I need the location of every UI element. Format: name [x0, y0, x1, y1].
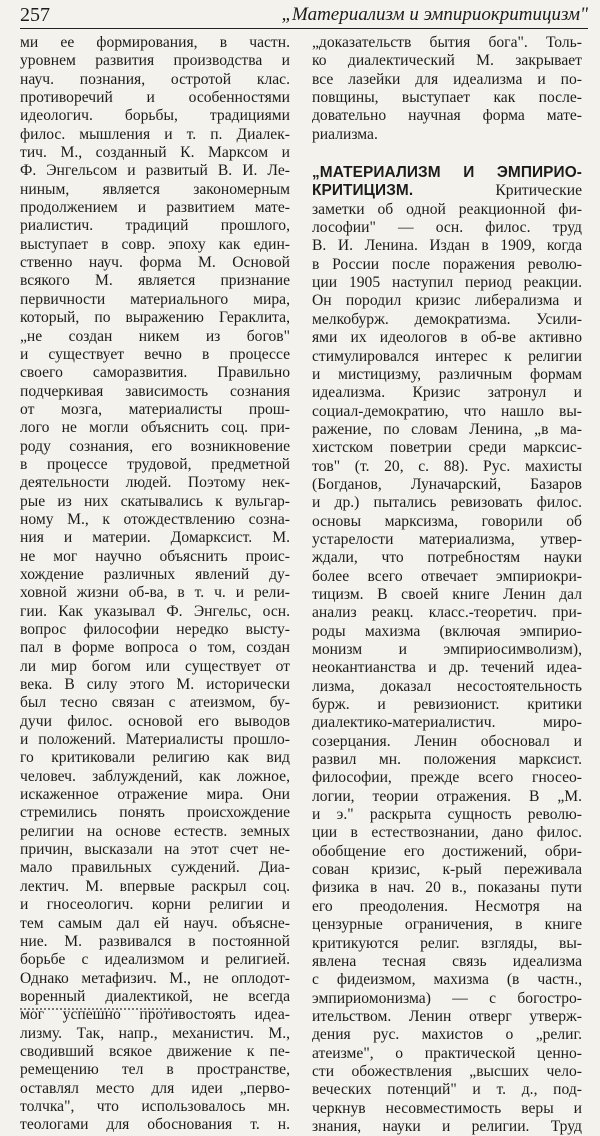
text-line: ждали, что потребностям науки [312, 549, 582, 567]
text-line: цензурные ограничения, в книге [312, 916, 582, 934]
text-line: ремещению тел в пространстве, [20, 1061, 290, 1079]
text-line: ями их идеологов в об-ве активно [312, 329, 582, 347]
text-line: философии, прежде всего гносео- [312, 769, 582, 787]
text-line: сован кризис, к-рый переживала [312, 861, 582, 879]
text-line: и положений. Материалисты прошло- [20, 731, 290, 749]
text-line: выступает в совр. эпоху как един- [20, 235, 290, 253]
text-line: и существует вечно в процессе [20, 345, 290, 363]
text-line: всякого М. является признание [20, 272, 290, 290]
text-line: рые из них скатывались к вульгар- [20, 492, 290, 510]
text-line: продолжением и развитием мате- [20, 199, 290, 217]
text-line: тем самым дал ей науч. объясне- [20, 914, 290, 932]
text-line: риалистич. традиций прошлого, [20, 217, 290, 235]
text-line: черкнув несовместимость веры и [312, 1099, 582, 1117]
text-line: лектич. М. впервые раскрыл соц. [20, 877, 290, 895]
text-line: повщины, выступает как после- [312, 89, 582, 107]
text-line: ния и материи. Домарксист. М. [20, 529, 290, 547]
text-line: с фидеизмом, махизма (в частн., [312, 971, 582, 989]
text-line: хистском поветрии среди марксис- [312, 439, 582, 457]
entry-title-line2 [312, 182, 582, 200]
text-line: дения рус. махистов о „религ. [312, 1026, 582, 1044]
text-line: науч. познания, остротой клас. [20, 70, 290, 88]
text-line: гии. Как указывал Ф. Энгельс, осн. [20, 602, 290, 620]
text-line: диалектико-материалистич. миро- [312, 714, 582, 732]
text-line: тов" (т. 20, с. 88). Рус. махисты [312, 457, 582, 475]
text-line: заметки об одной реакционной фи- [312, 200, 582, 218]
text-line: „не создан никем из богов" [20, 327, 290, 345]
right-column [312, 34, 582, 1136]
text-line: явлена тесная связь идеализма [312, 952, 582, 970]
text-line: в процессе трудовой, предметной [20, 455, 290, 473]
text-line: пал в форме вопроса о том, создан [20, 639, 290, 657]
text-line: бурж. и ревизионист. критики [312, 696, 582, 714]
right-column-intro [312, 34, 582, 144]
text-line: Ф. Энгельсом и развитый В. И. Ле- [20, 162, 290, 180]
text-line: ми ее формирования, в частн. [20, 34, 290, 51]
text-line: лизму. Так, напр., механистич. М., [20, 1024, 290, 1042]
text-line: довательно научная форма мате- [312, 107, 582, 125]
text-line: Он породил кризис либерализма и [312, 292, 582, 310]
text-line: искаженное отражение мира. Они [20, 786, 290, 804]
text-line: анализ реакц. класс.-теоретич. при- [312, 604, 582, 622]
text-line: лого не могли объяснить соц. при- [20, 419, 290, 437]
text-line: критикуются религ. взгляды, вы- [312, 934, 582, 952]
text-line: уровнем развития производства и [20, 52, 290, 70]
text-line: мелкобурж. демократизма. Усили- [312, 310, 582, 328]
text-line: причин, высказали на этот счет не- [20, 841, 290, 859]
text-line: который, по выражению Гераклита, [20, 309, 290, 327]
text-line: человеч. заблуждений, как ложное, [20, 767, 290, 785]
text-line: толчка", что использовалось мн. [20, 1097, 290, 1115]
text-line: ственно науч. форма М. Основой [20, 254, 290, 272]
running-title: „Материализм и эмпириокритицизм" [281, 4, 588, 25]
text-line: устарелости материализма, утвер- [312, 530, 582, 548]
entry-title-word: КРИТИЦИЗМ. [312, 182, 414, 200]
text-line: все лазейки для идеализма и по- [312, 70, 582, 88]
text-line: его преодоления. Несмотря на [312, 897, 582, 915]
text-line: филос. мышления и т. п. Диалек- [20, 125, 290, 143]
text-line: и мистицизму, различным формам [312, 365, 582, 383]
text-line: стимулировался интерес к религии [312, 347, 582, 365]
text-line: „доказательств бытия бога". Толь- [312, 34, 582, 51]
text-line: физика в нач. 20 в., показаны пути [312, 879, 582, 897]
text-line: тич. М., созданный К. Марксом и [20, 144, 290, 162]
text-line: первичности материального мира, [20, 290, 290, 308]
text-line: деятельности людей. Поэтому нек- [20, 474, 290, 492]
text-line: сти обожествления „высших чело- [312, 1062, 582, 1080]
text-line: ительством. Ленин отверг утверж- [312, 1007, 582, 1025]
text-line: обобщение его достижений, обри- [312, 842, 582, 860]
text-line: хождение различных явлений ду- [20, 565, 290, 583]
text-line: веческих потенций" и т. д., под- [312, 1081, 582, 1099]
text-line: ние. М. развивался в постоянной [20, 932, 290, 950]
text-line: атеизме", о практической ценно- [312, 1044, 582, 1062]
text-line: лософии" — осн. филос. труд [312, 219, 582, 237]
text-line: оставлял место для идеи „перво- [20, 1079, 290, 1097]
text-line: мало правильных суждений. Диа- [20, 859, 290, 877]
text-line: вопрос философии нередко высту- [20, 621, 290, 638]
text-line: монизм и эмпириосимволизм), [312, 641, 582, 658]
entry-heading [312, 164, 582, 201]
text-line: ко диалектический М. закрывает [312, 52, 582, 70]
text-line: более всего отвечает эмпириокри- [312, 567, 582, 585]
text-line: и э." раскрыта сущность револю- [312, 806, 582, 824]
text-line: неокантианства и др. течений идеа- [312, 659, 582, 677]
text-line: логии, теории отражения. В „М. [312, 787, 582, 805]
text-line: идеологич. борьбы, традициями [20, 107, 290, 125]
text-line: созерцания. Ленин обосновал и [312, 732, 582, 750]
entry-subtitle-start: Критические [413, 182, 582, 200]
text-line: века. В силу этого М. исторически [20, 676, 290, 694]
text-line: теологами для обоснования т. н. [20, 1116, 290, 1134]
entry-body [312, 201, 582, 1136]
text-line: ции 1905 наступил период реакции. [312, 274, 582, 292]
text-line: и др.) пытались ревизовать филос. [312, 494, 582, 512]
page-number: 257 [20, 4, 50, 26]
text-line: религии на основе естеств. земных [20, 822, 290, 840]
text-line: ражение, по словам Ленина, „в ма- [312, 420, 582, 438]
text-line: и гносеологич. корни религии и [20, 896, 290, 914]
text-line: эмпириомонизма) — с богостро- [312, 989, 582, 1007]
text-line: своего саморазвития. Правильно [20, 364, 290, 382]
text-line: стремились понять происхождение [20, 804, 290, 822]
left-column [20, 34, 290, 1135]
text-line: роду сознания, его возникновение [20, 437, 290, 455]
text-line: основы марксизма, говорили об [312, 512, 582, 530]
text-line: ному М., к отождествлению созна- [20, 510, 290, 528]
page-header [20, 2, 588, 29]
text-line: противоречий и особенностями [20, 89, 290, 107]
footer-rule [20, 1008, 170, 1013]
text-line: дучи филос. основой его выводов [20, 712, 290, 730]
text-line: ниным, является закономерным [20, 180, 290, 198]
text-line: подчеркивая зависимость сознания [20, 382, 290, 400]
text-line: Однако метафизич. М., не оплодот- [20, 969, 290, 987]
text-line: от мозга, материалисты прош- [20, 400, 290, 418]
text-line: лизма, доказал несостоятельность [312, 677, 582, 695]
text-line: риализма. [312, 125, 378, 143]
text-line: был тесно связан с атеизмом, бу- [20, 694, 290, 712]
text-line: идеализма. Кризис затронул и [312, 384, 582, 402]
text-line: В. И. Ленина. Издан в 1909, когда [312, 237, 582, 255]
text-line: роды махизма (включая эмпирио- [312, 622, 582, 640]
text-line: ли мир богом или существует от [20, 657, 290, 675]
text-line: тицизм. В своей книге Ленин дал [312, 585, 582, 603]
text-line: (Богданов, Луначарский, Базаров [312, 475, 582, 493]
text-line: воренный диалектикой, не всегда [20, 987, 290, 1005]
entry-title-line1: „МАТЕРИАЛИЗМ И ЭМПИРИО- [312, 164, 582, 182]
text-line: мог успешно противостоять идеа- [20, 1006, 290, 1024]
text-line: знания, науки и религии. Труд [312, 1117, 582, 1135]
text-line: ховной жизни об-ва, в т. ч. и рели- [20, 584, 290, 602]
text-line: сводивший всякое движение к пе- [20, 1042, 290, 1060]
text-line: в России после поражения револю- [312, 255, 582, 273]
text-line: ции в естествознании, дано филос. [312, 824, 582, 842]
text-line: социал-демократию, что нашло вы- [312, 402, 582, 420]
text-line: го критиковали религию как вид [20, 749, 290, 767]
text-line: борьбе с идеализмом и религией. [20, 951, 290, 969]
text-line: развил мн. положения марксист. [312, 751, 582, 769]
text-line: не мог научно объяснить проис- [20, 547, 290, 565]
